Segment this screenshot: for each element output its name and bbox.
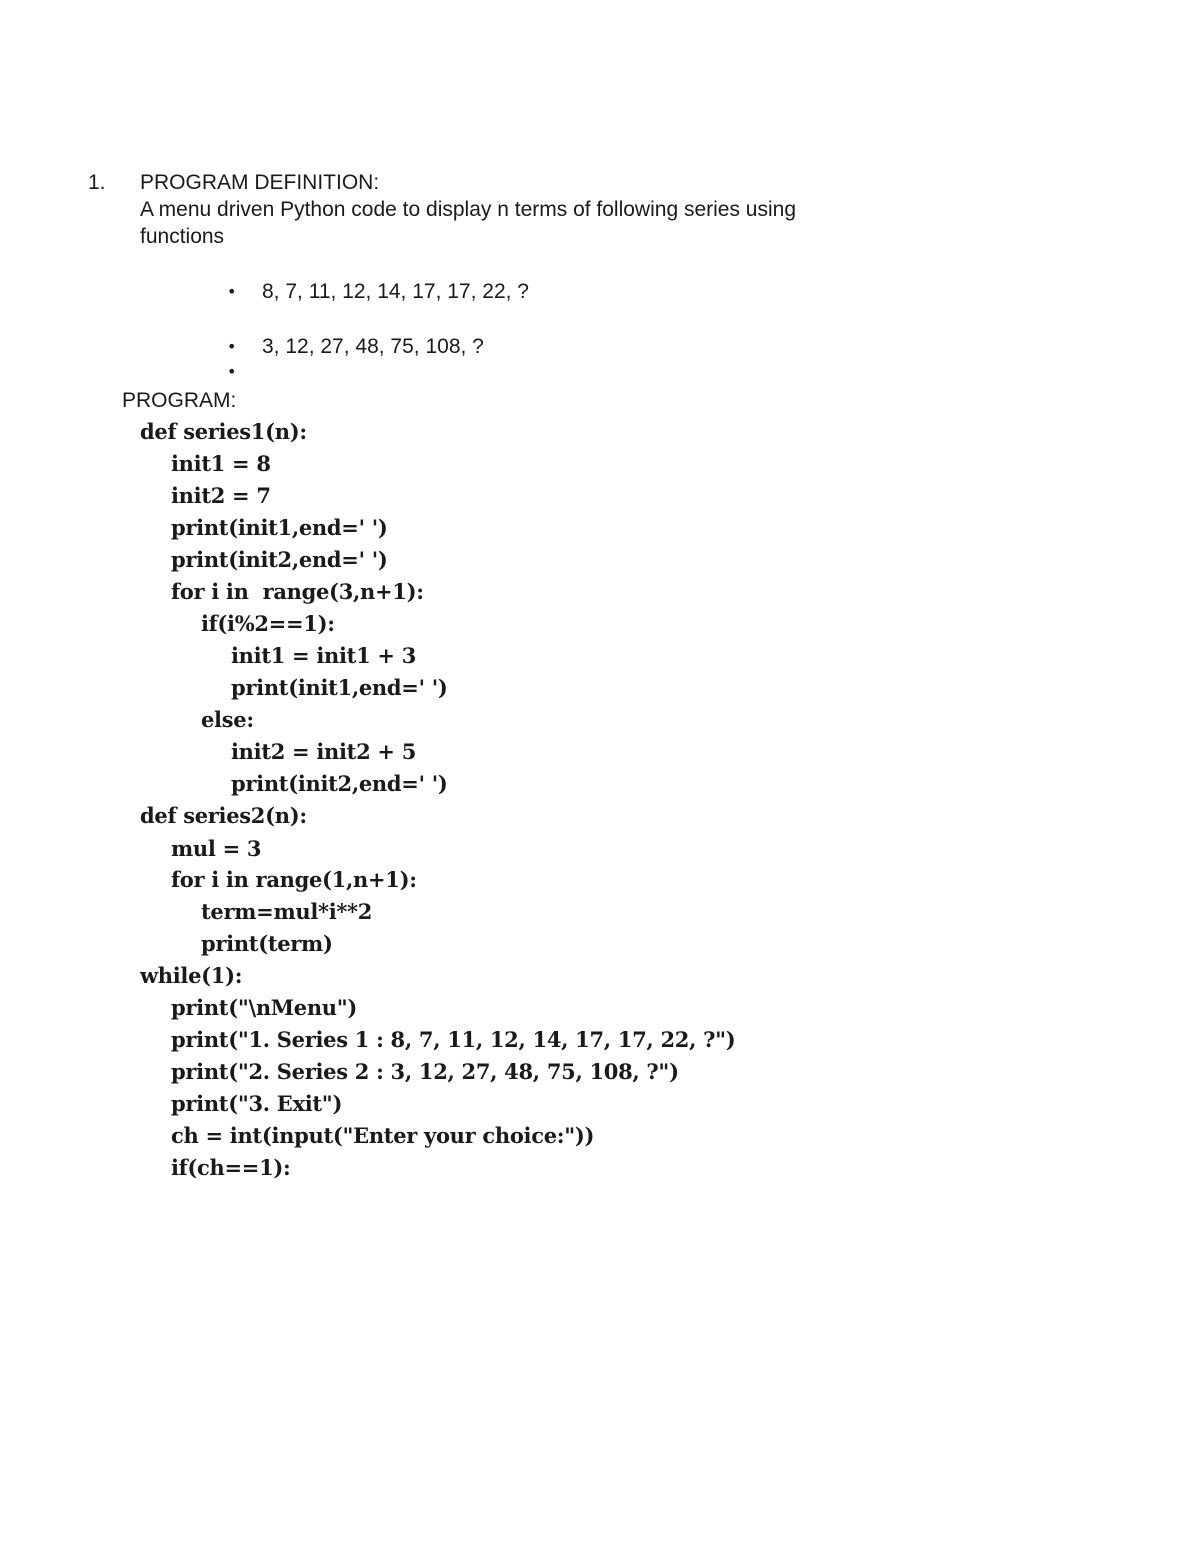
code-line: if(ch==1):: [171, 1155, 291, 1180]
code-line: print(init2,end=' '): [231, 771, 448, 796]
code-line: def series1(n):: [140, 419, 307, 444]
list-number: 1.: [88, 171, 106, 194]
bullet-icon: •: [227, 337, 237, 356]
program-definition-heading: PROGRAM DEFINITION:: [140, 171, 380, 194]
code-line: init1 = init1 + 3: [231, 643, 417, 668]
code-line: print(init2,end=' '): [171, 547, 388, 572]
code-line: print(term): [201, 931, 333, 956]
code-line: for i in range(1,n+1):: [171, 867, 417, 892]
code-line: while(1):: [140, 963, 243, 988]
code-line: print(init1,end=' '): [231, 675, 448, 700]
program-heading: PROGRAM:: [122, 389, 237, 412]
code-line: print("1. Series 1 : 8, 7, 11, 12, 14, 17, 17, 22, ?"): [171, 1027, 736, 1052]
code-line: init2 = 7: [171, 483, 271, 508]
bullet-icon: •: [227, 362, 237, 381]
definition-text-line-2: functions: [140, 225, 225, 248]
code-line: print(init1,end=' '): [171, 515, 388, 540]
code-line: ch = int(input("Enter your choice:")): [171, 1123, 595, 1148]
bullet-icon: •: [227, 282, 237, 301]
code-line: mul = 3: [171, 836, 262, 861]
code-line: print("3. Exit"): [171, 1091, 343, 1116]
series-2-text: 3, 12, 27, 48, 75, 108, ?: [262, 335, 484, 358]
code-line: if(i%2==1):: [201, 611, 335, 636]
series-1-text: 8, 7, 11, 12, 14, 17, 17, 22, ?: [262, 280, 529, 303]
code-line: for i in range(3,n+1):: [171, 579, 424, 604]
code-line: else:: [201, 707, 254, 732]
definition-text-line-1: A menu driven Python code to display n terms of following series using: [140, 198, 797, 221]
code-line: init2 = init2 + 5: [231, 739, 417, 764]
code-line: print("2. Series 2 : 3, 12, 27, 48, 75, 108, ?"): [171, 1059, 679, 1084]
code-line: init1 = 8: [171, 451, 271, 476]
code-line: def series2(n):: [140, 803, 307, 828]
code-line: print("\nMenu"): [171, 995, 358, 1020]
code-line: term=mul*i**2: [201, 899, 373, 924]
